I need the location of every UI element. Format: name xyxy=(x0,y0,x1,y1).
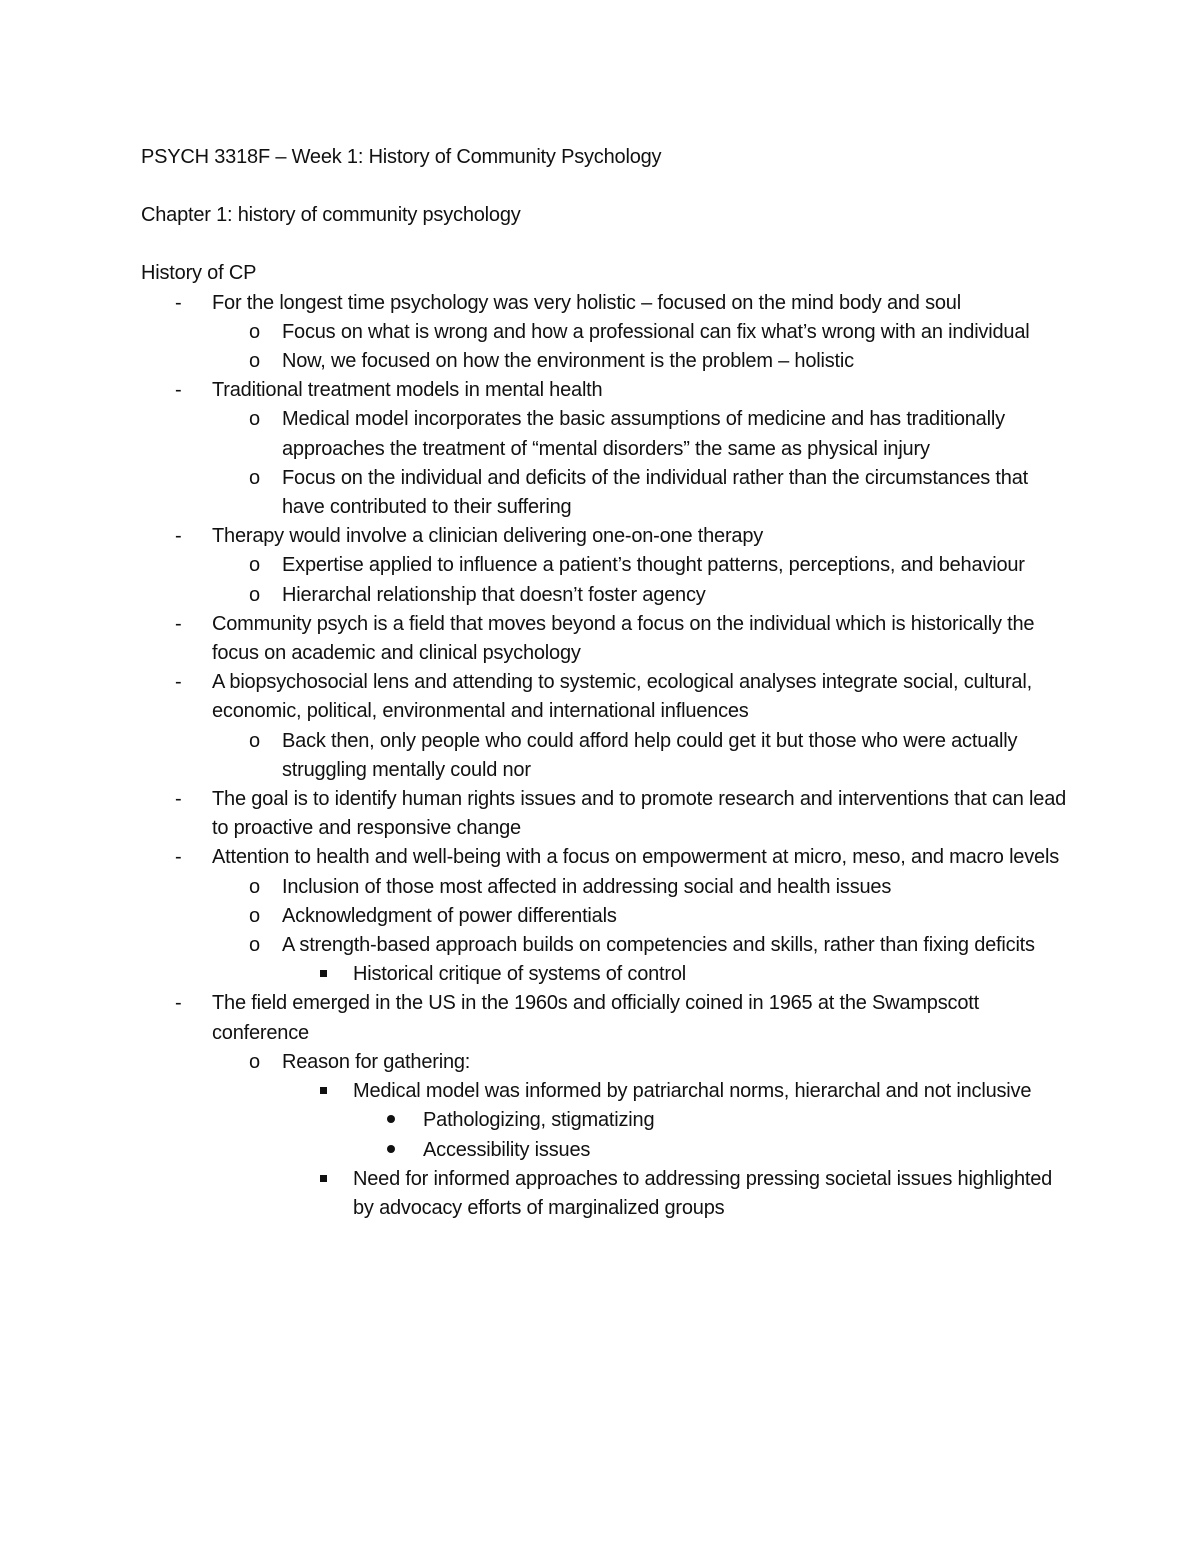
list-item-text: Therapy would involve a clinician delivering one-on-one therapy xyxy=(212,525,764,548)
list-item xyxy=(141,1106,1071,1135)
list-item xyxy=(141,902,1071,931)
list-item-text: Attention to health and well-being with a focus on empowerment at micro, meso, and macro levels xyxy=(212,846,1059,869)
square-bullet-icon xyxy=(315,1077,345,1106)
circle-bullet: o xyxy=(249,554,260,577)
dash-bullet: - xyxy=(175,525,182,548)
list-item xyxy=(141,405,1071,463)
list-item xyxy=(141,989,1071,1047)
list-item-text: Reason for gathering: xyxy=(282,1050,471,1073)
list-item-text: Traditional treatment models in mental health xyxy=(212,379,603,402)
list-item-text: Inclusion of those most affected in addressing social and health issues xyxy=(282,875,892,898)
circle-bullet: o xyxy=(249,583,260,606)
list-item-text: Hierarchal relationship that doesn’t foster agency xyxy=(282,583,706,606)
list-item-text: Medical model was informed by patriarchal norms, hierarchal and not inclusive xyxy=(353,1080,1032,1103)
dash-bullet: - xyxy=(175,846,182,869)
round-bullet-icon xyxy=(385,1136,415,1165)
list-item-text: The field emerged in the US in the 1960s and officially coined in 1965 at the Swampscott conference xyxy=(212,992,979,1044)
list-item xyxy=(141,318,1071,347)
list-item-text: Need for informed approaches to addressing pressing societal issues highlighted by advocacy efforts of marginalized groups xyxy=(353,1167,1053,1219)
dash-bullet: - xyxy=(175,612,182,635)
list-item-text: Community psych is a field that moves beyond a focus on the individual which is historically the focus on academic and clinical psychology xyxy=(212,612,1035,665)
circle-bullet: o xyxy=(249,408,260,431)
list-item xyxy=(141,1165,1071,1223)
circle-bullet: o xyxy=(249,904,260,927)
dash-bullet: - xyxy=(175,992,182,1015)
section-heading: History of CP xyxy=(141,262,257,285)
list-item xyxy=(141,668,1071,726)
list-item-text: For the longest time psychology was very holistic – focused on the mind body and soul xyxy=(212,291,961,314)
list-item-text: Focus on what is wrong and how a professional can fix what’s wrong with an individual xyxy=(282,320,1030,343)
list-item xyxy=(141,581,1071,610)
list-item-text: A strength-based approach builds on competencies and skills, rather than fixing deficits xyxy=(282,934,1035,957)
document-body xyxy=(141,143,1071,1223)
dash-bullet: - xyxy=(175,291,182,314)
chapter-heading: Chapter 1: history of community psychology xyxy=(141,204,521,227)
circle-bullet: o xyxy=(249,729,260,752)
list-item-text: Acknowledgment of power differentials xyxy=(282,904,617,927)
list-item xyxy=(141,551,1071,580)
square-bullet-icon xyxy=(315,960,345,989)
circle-bullet: o xyxy=(249,934,260,957)
dash-bullet: - xyxy=(175,379,182,402)
list-item-text: Focus on the individual and deficits of the individual rather than the circumstances that have contributed to their suffering xyxy=(282,466,1028,519)
square-bullet-icon xyxy=(315,1165,345,1194)
list-item-text: Back then, only people who could afford help could get it but those who were actually struggling mentally could nor xyxy=(282,729,1018,781)
list-item xyxy=(141,960,1071,989)
list-item xyxy=(141,1136,1071,1165)
list-item-text: Medical model incorporates the basic assumptions of medicine and has traditionally approaches the treatment of “mental disorders” the same as physical injury xyxy=(282,408,1005,460)
circle-bullet: o xyxy=(249,1050,260,1073)
round-bullet-icon xyxy=(385,1106,415,1135)
list-item xyxy=(141,610,1071,668)
list-item xyxy=(141,289,1071,318)
blank-line xyxy=(141,172,1071,201)
list-item-text: The goal is to identify human rights issues and to promote research and interventions that can lead to proactive and responsive change xyxy=(212,788,1067,840)
list-item xyxy=(141,522,1071,551)
blank-line xyxy=(141,230,1071,259)
circle-bullet: o xyxy=(249,875,260,898)
list-item xyxy=(141,464,1071,522)
list-item xyxy=(141,1077,1071,1106)
list-item xyxy=(141,931,1071,960)
list-item-text: Pathologizing, stigmatizing xyxy=(423,1109,655,1132)
document-title: PSYCH 3318F – Week 1: History of Community Psychology xyxy=(141,146,662,168)
list-item-text: Historical critique of systems of control xyxy=(353,963,687,986)
dash-bullet: - xyxy=(175,671,182,694)
list-item-text: Expertise applied to influence a patient’s thought patterns, perceptions, and behaviour xyxy=(282,554,1025,577)
list-item xyxy=(141,727,1071,785)
list-item-text: A biopsychosocial lens and attending to systemic, ecological analyses integrate social, cultural, economic, political, environmental and international influences xyxy=(212,671,1032,723)
list-item-text: Now, we focused on how the environment is the problem – holistic xyxy=(282,350,854,373)
list-item xyxy=(141,843,1071,872)
list-item xyxy=(141,347,1071,376)
circle-bullet: o xyxy=(249,320,260,343)
list-item xyxy=(141,873,1071,902)
circle-bullet: o xyxy=(249,466,260,489)
list-item xyxy=(141,376,1071,405)
circle-bullet: o xyxy=(249,350,260,373)
list-item xyxy=(141,1048,1071,1077)
list-item-text: Accessibility issues xyxy=(423,1138,591,1161)
dash-bullet: - xyxy=(175,788,182,811)
list-item xyxy=(141,785,1071,843)
